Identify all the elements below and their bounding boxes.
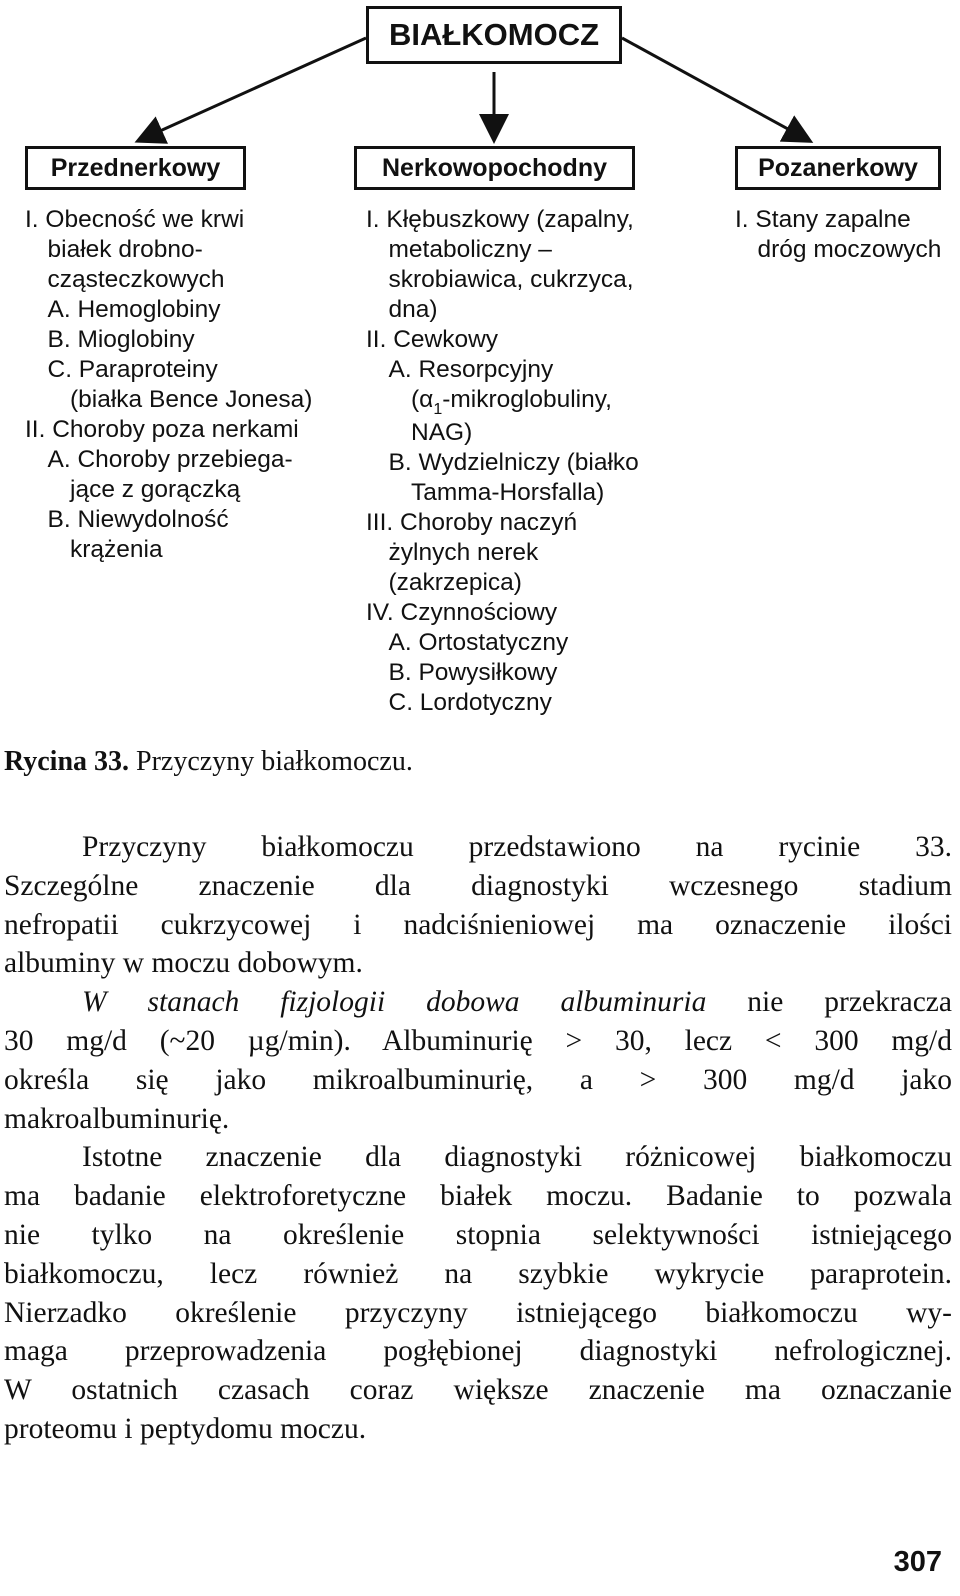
diagram-list-line: B. Wydzielniczy (białko: [388, 449, 639, 476]
text-line-content: nefropatii cukrzycowej i nadciśnieniowej ma oznaczenie ilości: [4, 908, 952, 941]
diagram-list-line: A. Hemoglobiny: [47, 296, 221, 323]
diagram-title-box: BIAŁKOMOCZ: [366, 6, 622, 64]
diagram-list-line: cząsteczkowych: [47, 266, 225, 293]
diagram-list-line: IV. Czynnościowy: [366, 599, 558, 626]
text-line: [4, 1294, 952, 1333]
text-line: [4, 828, 952, 867]
diagram-list-line: B. Niewydolność: [47, 506, 229, 533]
caption-text: Przyczyny białkomoczu.: [129, 746, 413, 777]
diagram-list-line: jące z gorączką: [70, 476, 241, 503]
category-box-prerenal: Przednerkowy: [25, 146, 246, 190]
diagram-list-line: (zakrzepica): [388, 569, 522, 596]
diagram-list-line: dna): [388, 296, 438, 323]
diagram-list-line: I. Stany zapalne: [735, 206, 911, 233]
alpha-subscript: 1: [433, 401, 443, 418]
diagram-list-line: dróg moczowych: [757, 236, 942, 263]
diagram-list-line: C. Paraproteiny: [47, 356, 218, 383]
diagram-list-line: II. Choroby poza nerkami: [25, 416, 299, 443]
text-line: [4, 944, 952, 983]
text-line-content: maga przeprowadzenia pogłębionej diagnostyki nefrologicznej.: [4, 1335, 952, 1368]
text-line: [4, 1255, 952, 1294]
text-line: [4, 1100, 952, 1139]
italic-lead: W stanach fizjologii dobowa albuminuria: [82, 986, 707, 1019]
category-list-prerenal: [25, 205, 355, 565]
body-text: [4, 828, 952, 1449]
text-line: [4, 1410, 952, 1449]
figure-caption: [4, 746, 413, 778]
text-line-content: określa się jako mikroalbuminurię, a > 300 mg/d jako: [4, 1063, 952, 1096]
category-list-renal: [366, 205, 696, 718]
diagram-list-line: A. Resorpcyjny: [388, 356, 554, 383]
text-line-content: Nierzadko określenie przyczyny istniejącego białkomoczu wy-: [4, 1296, 952, 1329]
arrow-right: [622, 38, 808, 140]
category-list-postrenal: [735, 205, 960, 265]
diagram-list-line: A. Ortostatyczny: [388, 629, 569, 656]
text-line: [4, 1177, 952, 1216]
paragraph: [4, 1138, 952, 1448]
paragraph: [4, 983, 952, 1138]
text-line: [4, 1332, 952, 1371]
diagram-list-line: C. Lordotyczny: [388, 689, 552, 716]
text-line-content: proteomu i peptydomu moczu.: [4, 1412, 367, 1445]
text-line: [4, 1371, 952, 1410]
diagram-list-line: Tamma-Horsfalla): [411, 479, 605, 506]
alpha-rest: -mikroglobuliny,: [442, 386, 612, 413]
diagram-list-line: metaboliczny –: [388, 236, 552, 263]
caption-label: Rycina 33.: [4, 746, 130, 777]
diagram-list-line: żylnych nerek: [388, 539, 539, 566]
arrow-left: [140, 38, 366, 140]
category-box-renal: Nerkowopochodny: [354, 146, 635, 190]
diagram-list-line: NAG): [411, 419, 473, 446]
diagram-list-line: I. Obecność we krwi: [25, 206, 245, 233]
diagram-list-line: B. Powysiłkowy: [388, 659, 558, 686]
text-line: [4, 1061, 952, 1100]
text-line: [4, 1022, 952, 1061]
diagram-list-line: (białka Bence Jonesa): [70, 386, 313, 413]
diagram-list-line: skrobiawica, cukrzyca,: [388, 266, 634, 293]
text-line-content: nie przekracza: [706, 986, 952, 1019]
diagram-list-line: I. Kłębuszkowy (zapalny,: [366, 206, 634, 233]
text-line: [4, 1138, 952, 1177]
text-line-content: 30 mg/d (~20 µg/min). Albuminurię > 30, lecz < 300 mg/d: [4, 1024, 952, 1057]
text-line-content: białkomoczu, lecz również na szybkie wykrycie paraprotein.: [4, 1257, 952, 1290]
text-line-content: makroalbuminurię.: [4, 1102, 230, 1135]
text-line: [4, 906, 952, 945]
text-line-content: Przyczyny białkomoczu przedstawiono na rycinie 33.: [82, 831, 952, 863]
proteinuria-diagram: [0, 0, 960, 740]
text-line: [4, 867, 952, 906]
text-line: [4, 983, 952, 1022]
diagram-list-line: B. Mioglobiny: [47, 326, 195, 353]
text-line: [4, 1216, 952, 1255]
text-line-content: W ostatnich czasach coraz większe znaczenie ma oznaczanie: [4, 1374, 952, 1407]
page-number: 307: [893, 1546, 942, 1578]
diagram-list-line: ($\alpha_1$-mikroglobuliny,: [411, 386, 612, 418]
diagram-list-line: A. Choroby przebiega-: [47, 446, 293, 473]
text-line-content: Istotne znaczenie dla diagnostyki różnicowej białkomoczu: [82, 1141, 952, 1174]
paragraph: [4, 828, 952, 983]
text-line-content: ma badanie elektroforetyczne białek moczu. Badanie to pozwala: [4, 1180, 952, 1213]
diagram-list-line: III. Choroby naczyń: [366, 509, 578, 536]
category-box-postrenal: Pozanerkowy: [735, 146, 941, 190]
text-line-content: Szczególne znaczenie dla diagnostyki wczesnego stadium: [4, 869, 952, 902]
text-line-content: nie tylko na określenie stopnia selektywności istniejącego: [4, 1218, 952, 1251]
diagram-list-line: II. Cewkowy: [366, 326, 499, 353]
diagram-list-line: krążenia: [70, 536, 163, 563]
text-line-content: albuminy w moczu dobowym.: [4, 947, 363, 980]
diagram-list-line: białek drobno-: [47, 236, 203, 263]
